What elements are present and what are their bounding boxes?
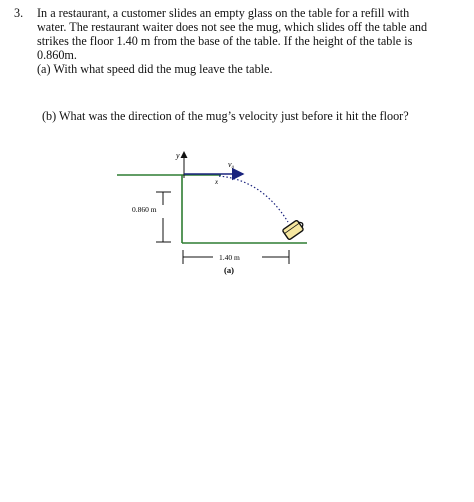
problem-line: water. The restaurant waiter does not see the mug, which slides off the table and [37, 20, 428, 34]
distance-label: 1.40 m [219, 253, 240, 262]
problem-line: strikes the floor 1.40 m from the base of the table. If the height of the table is [37, 34, 413, 48]
figure-caption: (a) [224, 265, 234, 275]
trajectory [219, 176, 288, 222]
problem-line: 0.860m. [37, 48, 77, 62]
problem-line: In a restaurant, a customer slides an empty glass on the table for a refill with [37, 6, 410, 20]
part-a-question: (a) With what speed did the mug leave the table. [37, 62, 273, 76]
problem-number: 3. [14, 6, 24, 20]
tilted-mug-icon [282, 218, 306, 240]
part-b-question: (b) What was the direction of the mug’s velocity just before it hit the floor? [42, 109, 409, 123]
y-axis-label: y [176, 151, 180, 160]
x-axis-label: x [215, 178, 219, 186]
height-label: 0.860 m [132, 205, 157, 214]
velocity-label: v₀ [228, 160, 235, 169]
